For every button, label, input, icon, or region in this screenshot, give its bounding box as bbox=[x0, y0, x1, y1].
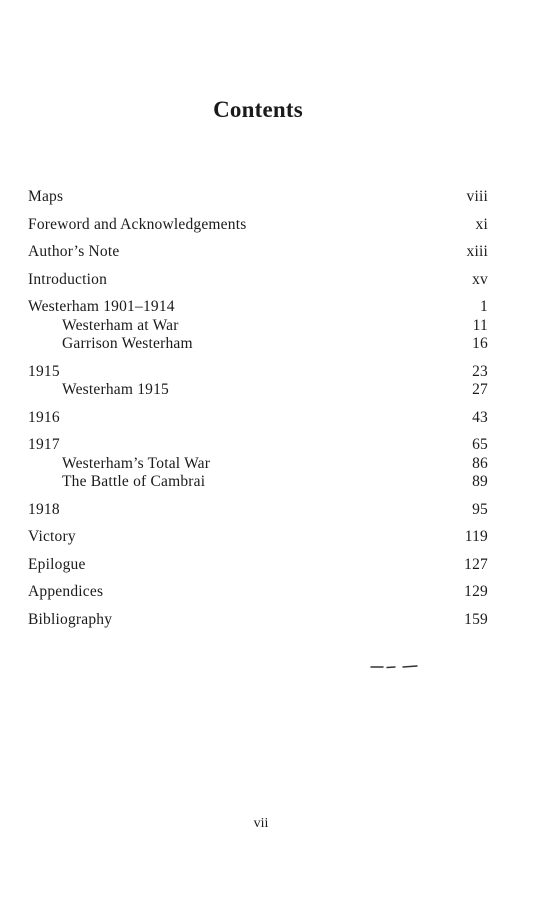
toc-entry-title: Epilogue bbox=[28, 555, 86, 573]
toc-entry-title: Introduction bbox=[28, 270, 108, 288]
page-title: Contents bbox=[213, 97, 303, 122]
toc-subentry bbox=[28, 335, 488, 354]
toc-page-number: xiii bbox=[466, 243, 488, 260]
toc-entry bbox=[28, 298, 488, 317]
toc-page-number: 16 bbox=[472, 335, 488, 352]
toc-page-number: 11 bbox=[472, 316, 488, 334]
toc-subentry bbox=[28, 473, 488, 492]
toc-page-number: xv bbox=[472, 270, 488, 288]
toc-entry-title: Bibliography bbox=[28, 610, 113, 628]
toc-page-number: 86 bbox=[472, 454, 488, 472]
toc-entry-title: 1915 bbox=[28, 362, 60, 380]
toc-entry bbox=[28, 583, 488, 602]
toc-entry-title: 1916 bbox=[28, 408, 60, 426]
toc-entry bbox=[28, 528, 488, 547]
toc-page-number: 159 bbox=[464, 610, 488, 628]
toc-entry bbox=[28, 243, 488, 262]
toc-entry-title: Westerham’s Total War bbox=[62, 454, 211, 472]
toc-page-number: 43 bbox=[472, 408, 488, 426]
toc-entry bbox=[28, 216, 488, 235]
toc-page-number: 27 bbox=[472, 381, 488, 398]
toc-subentry bbox=[28, 455, 488, 474]
toc-entry-title: Foreword and Acknowledgements bbox=[28, 215, 247, 233]
toc-page-number: xi bbox=[475, 215, 488, 233]
toc-page-number: 1 bbox=[480, 298, 488, 315]
toc-entry-title: Maps bbox=[28, 188, 64, 205]
table-of-contents bbox=[28, 188, 488, 629]
toc-entry-title: Appendices bbox=[28, 583, 104, 600]
toc-entry bbox=[28, 363, 488, 382]
toc-entry-title: 1918 bbox=[28, 500, 60, 518]
ink-smudge bbox=[369, 664, 419, 670]
toc-entry bbox=[28, 556, 488, 575]
toc-page-number: 129 bbox=[464, 583, 488, 600]
toc-page-number: 65 bbox=[472, 436, 488, 453]
toc-page-number: 127 bbox=[464, 555, 488, 573]
toc-subentry bbox=[28, 381, 488, 400]
toc-page-number: 89 bbox=[472, 473, 488, 490]
toc-entry-title: 1917 bbox=[28, 436, 60, 453]
toc-subentry bbox=[28, 317, 488, 336]
toc-entry-title: Westerham 1901–1914 bbox=[28, 298, 175, 315]
toc-entry bbox=[28, 271, 488, 290]
page-number: vii bbox=[253, 816, 269, 831]
toc-page-number: 119 bbox=[464, 528, 488, 545]
toc-page-number: viii bbox=[466, 188, 488, 205]
toc-entry-title: Author’s Note bbox=[28, 243, 120, 260]
toc-entry-title: Victory bbox=[28, 528, 76, 545]
toc-entry bbox=[28, 188, 488, 207]
toc-entry-title: Garrison Westerham bbox=[62, 335, 193, 352]
toc-entry-title: The Battle of Cambrai bbox=[62, 473, 206, 490]
toc-entry-title: Westerham 1915 bbox=[62, 381, 170, 398]
toc-page-number: 95 bbox=[472, 500, 488, 518]
toc-entry-title: Westerham at War bbox=[62, 316, 179, 334]
toc-entry bbox=[28, 611, 488, 630]
toc-entry bbox=[28, 409, 488, 428]
toc-page-number: 23 bbox=[472, 362, 488, 380]
toc-entry bbox=[28, 501, 488, 520]
toc-entry bbox=[28, 436, 488, 455]
